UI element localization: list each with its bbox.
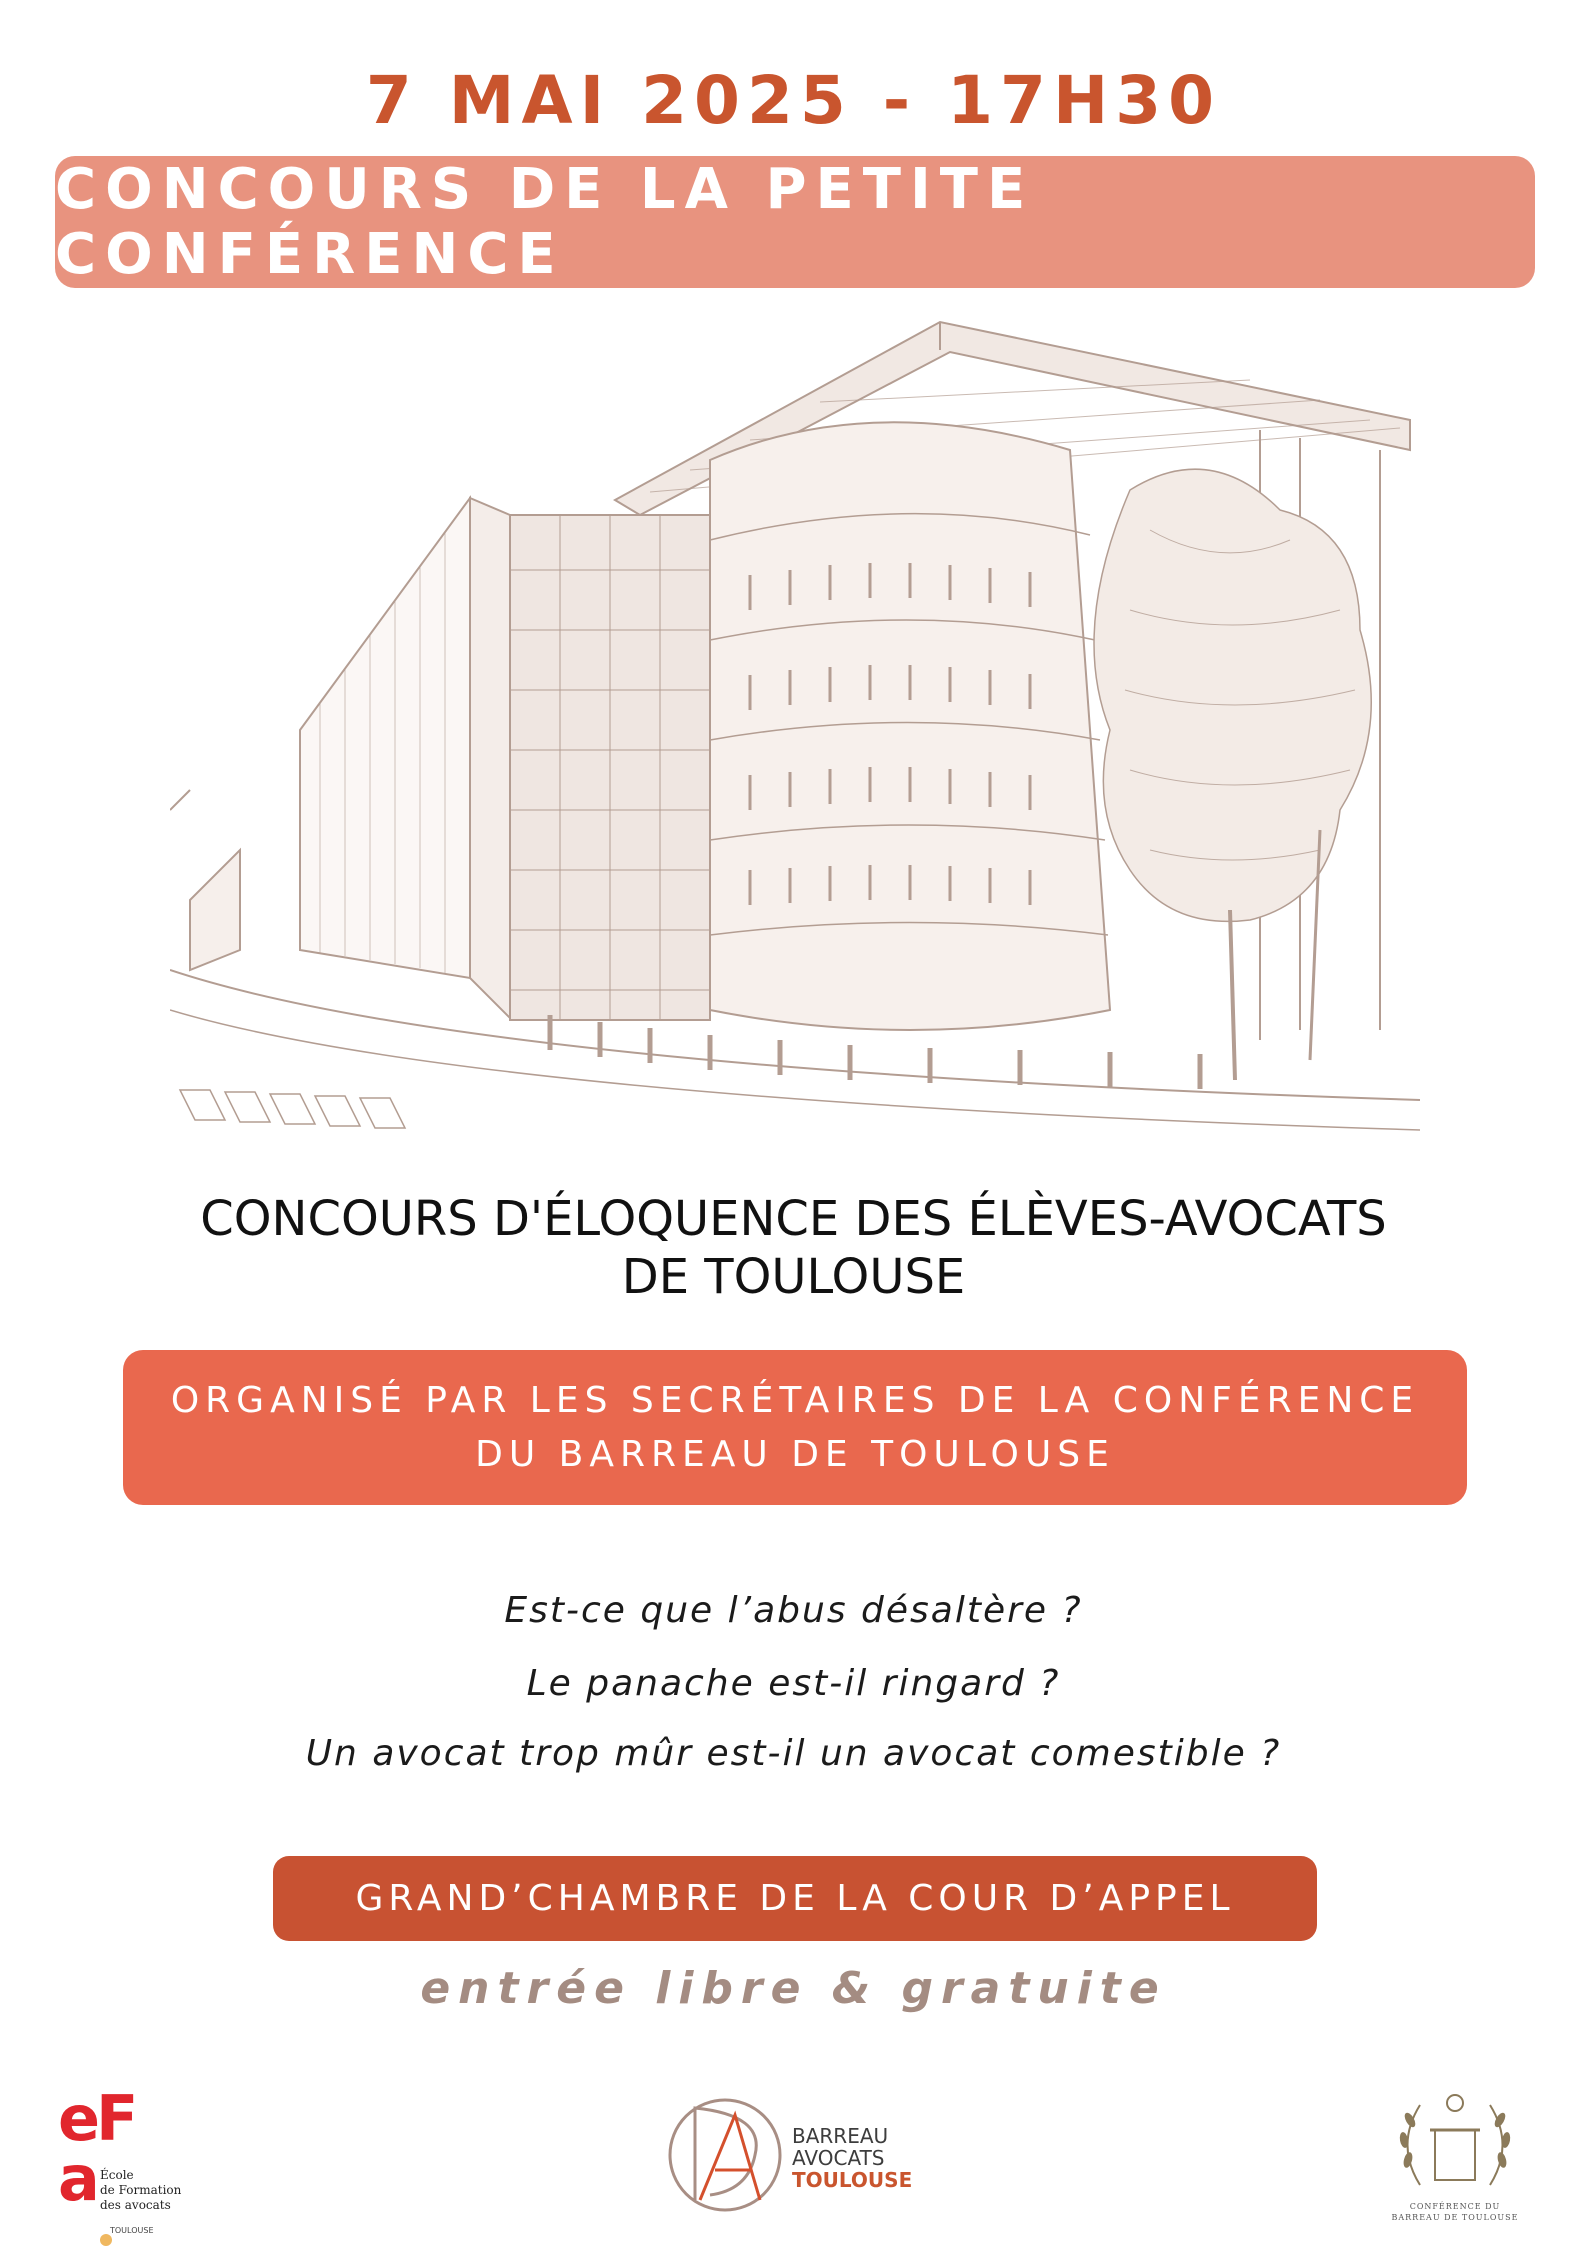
barreau-line-1: BARREAU [792,2124,889,2148]
organizer-banner [123,1350,1467,1505]
barreau-line-3: TOULOUSE [792,2168,913,2192]
efa-text-line-2: de Formation [100,2183,182,2197]
efa-city: TOULOUSE [110,2226,154,2235]
efa-text-line-1: École [100,2168,134,2182]
conference-laurel-icon [1390,2085,1520,2195]
subtitle [0,1190,1587,1306]
question-1: Est-ce que l’abus désaltère ? [504,1590,1083,1631]
conference-line-1: CONFÉRENCE DU [1409,2202,1501,2211]
venue-label: GRAND’CHAMBRE DE LA COUR D’APPEL [355,1878,1235,1919]
barreau-line-2: AVOCATS [792,2146,885,2170]
question-2: Le panache est-il ringard ? [526,1663,1061,1704]
entry-note: entrée libre & gratuite [420,1963,1167,2014]
event-title: CONCOURS DE LA PETITE CONFÉRENCE [55,157,1035,287]
title-banner [55,156,1535,288]
efa-text [100,2168,181,2213]
efa-text-line-3: des avocats [100,2198,171,2212]
subtitle-line-2: DE TOULOUSE [621,1249,966,1305]
svg-text:e: e [58,2090,101,2155]
svg-text:F: F [96,2090,139,2155]
courthouse-sketch-icon [170,310,1420,1150]
organizer-line-2: DU BARREAU DE TOULOUSE [475,1433,1115,1475]
svg-text:a: a [58,2142,100,2215]
question-3: Un avocat trop mûr est-il un avocat comestible ? [305,1733,1282,1774]
venue-banner [273,1856,1317,1941]
subtitle-line-1: CONCOURS D'ÉLOQUENCE DES ÉLÈVES-AVOCATS [200,1191,1387,1247]
conference-line-2: BARREAU DE TOULOUSE [1391,2213,1519,2222]
organizer-line-1: ORGANISÉ PAR LES SECRÉTAIRES DE LA CONFÉRENCE [170,1379,1420,1421]
event-date: 7 MAI 2025 - 17H30 [365,62,1222,139]
